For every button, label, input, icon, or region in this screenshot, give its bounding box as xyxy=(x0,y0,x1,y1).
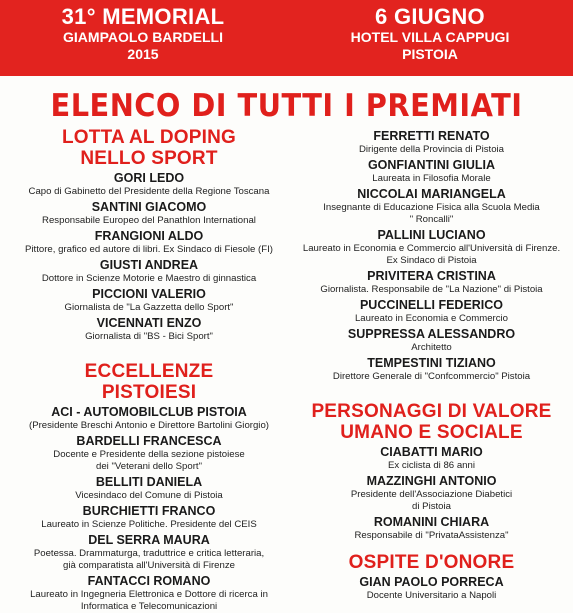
awardee-description: già comparatista all'Università di Firenze xyxy=(63,560,235,571)
award-entry xyxy=(4,504,294,531)
awardee-name: PUCCINELLI FEDERICO xyxy=(359,298,504,312)
section-title-ospite: OSPITE D'ONORE xyxy=(348,552,515,573)
award-entry xyxy=(292,474,571,513)
section-title-line: LOTTA AL DOPING xyxy=(62,127,236,148)
event-venue: HOTEL VILLA CAPPUGI xyxy=(350,29,510,45)
awardee-description: Pittore, grafico ed autore di libri. Ex Sindaco di Fiesole (FI) xyxy=(25,244,273,255)
awardee-description: Dottore in Scienze Motorie e Maestro di ginnastica xyxy=(41,273,257,284)
awardee-name: BARDELLI FRANCESCA xyxy=(76,434,222,448)
award-entry xyxy=(4,533,294,572)
header-left xyxy=(0,4,286,63)
awardee-description: Responsabile Europeo del Panathlon International xyxy=(42,215,256,226)
award-entry xyxy=(292,327,571,354)
award-entry xyxy=(4,258,294,285)
section-title-line: UMANO E SOCIALE xyxy=(340,422,523,443)
awardee-description: Vicesindaco del Comune di Pistoia xyxy=(75,490,223,501)
award-entry xyxy=(292,356,571,383)
awardee-name: PALLINI LUCIANO xyxy=(377,228,486,242)
award-entry xyxy=(292,158,571,185)
awardee-name: SUPPRESSA ALESSANDRO xyxy=(347,327,516,341)
award-list xyxy=(292,575,571,602)
awardee-name: CIABATTI MARIO xyxy=(380,445,483,459)
awardee-name: PICCIONI VALERIO xyxy=(92,287,206,301)
award-entry xyxy=(292,228,571,267)
awardee-description: Responsabile di "PrivataAssistenza" xyxy=(354,530,509,541)
awardee-description: Docente Universitario a Napoli xyxy=(366,590,497,601)
awardee-description: di Pistoia xyxy=(412,501,451,512)
awardee-name: GORI LEDO xyxy=(113,171,185,185)
award-entry xyxy=(4,574,294,613)
awardee-name: GIUSTI ANDREA xyxy=(99,258,199,272)
awardee-name: ACI - AUTOMOBILCLUB PISTOIA xyxy=(51,405,247,419)
memorial-title: 31° MEMORIAL xyxy=(61,4,225,29)
awardee-description: Poetessa. Drammaturga, traduttrice e critica letteraria, xyxy=(33,548,265,559)
awardee-description: Presidente dell'Associazione Diabetici xyxy=(350,489,513,500)
event-city: PISTOIA xyxy=(402,46,458,62)
awardee-description: Direttore Generale di "Confcommercio" Pistoia xyxy=(332,371,531,382)
awardee-name: VICENNATI ENZO xyxy=(96,316,202,330)
awardee-name: MAZZINGHI ANTONIO xyxy=(366,474,497,488)
awardee-description: Giornalista de "La Gazzetta dello Sport" xyxy=(64,302,234,313)
awardee-description: Insegnante di Educazione Fisica alla Scuola Media xyxy=(323,202,540,213)
award-entry xyxy=(4,405,294,432)
award-entry xyxy=(292,575,571,602)
awardee-description: Giornalista. Responsabile de "La Nazione" di Pistoia xyxy=(320,284,543,295)
awardee-name: GIAN PAOLO PORRECA xyxy=(359,575,504,589)
awardee-description: " Roncalli" xyxy=(409,214,454,225)
awardee-name: PRIVITERA CRISTINA xyxy=(367,269,496,283)
award-list xyxy=(4,171,294,343)
awardee-description: Laureata in Filosofia Morale xyxy=(372,173,491,184)
awardee-name: FERRETTI RENATO xyxy=(373,129,490,143)
memorial-name: GIAMPAOLO BARDELLI xyxy=(63,29,223,45)
award-list xyxy=(292,445,571,542)
section-title-personaggi xyxy=(292,401,571,443)
awardee-description: Giornalista di "BS - Bici Sport" xyxy=(85,331,213,342)
award-entry xyxy=(292,298,571,325)
awardee-description: (Presidente Breschi Antonio e Direttore Bartolini Giorgio) xyxy=(29,420,269,431)
awardee-name: DEL SERRA MAURA xyxy=(88,533,210,547)
award-entry xyxy=(4,316,294,343)
award-entry xyxy=(292,187,571,226)
award-entry xyxy=(4,434,294,473)
awardee-description: Laureato in Economia e Commercio all'Università di Firenze. xyxy=(302,243,561,254)
awardee-description: Dirigente della Provincia di Pistoia xyxy=(358,144,505,155)
awardee-name: NICCOLAI MARIANGELA xyxy=(357,187,506,201)
award-entry xyxy=(4,229,294,256)
awardee-name: TEMPESTINI TIZIANO xyxy=(367,356,496,370)
section-title-line: PISTOIESI xyxy=(101,382,197,403)
award-entry xyxy=(4,475,294,502)
awardee-description: Laureato in Economia e Commercio xyxy=(354,313,509,324)
awardee-name: GONFIANTINI GIULIA xyxy=(367,158,496,172)
award-list xyxy=(4,405,294,613)
award-entry xyxy=(292,129,571,156)
section-title-line: NELLO SPORT xyxy=(80,148,218,169)
awardee-description: Laureato in Ingegneria Elettronica e Dottore di ricerca in xyxy=(30,589,268,600)
awardee-name: BELLITI DANIELA xyxy=(95,475,203,489)
awardee-description: Architetto xyxy=(411,342,452,353)
section-title-line: ECCELLENZE xyxy=(84,361,214,382)
header-right xyxy=(287,4,573,63)
section-title-line: PERSONAGGI DI VALORE xyxy=(311,401,552,422)
awardee-name: FRANGIONI ALDO xyxy=(94,229,204,243)
awardee-name: BURCHIETTI FRANCO xyxy=(82,504,216,518)
memorial-year: 2015 xyxy=(127,46,159,62)
award-entry xyxy=(4,171,294,198)
header-banner xyxy=(0,0,573,76)
awardee-description: Docente e Presidente della sezione pistoiese xyxy=(53,449,245,460)
awardee-description: Ex Sindaco di Pistoia xyxy=(386,255,477,266)
section-title-eccellenze xyxy=(4,361,294,403)
award-list xyxy=(292,129,571,383)
awardee-description: dei "Veterani dello Sport" xyxy=(95,461,202,472)
page-title: ELENCO DI TUTTI I PREMIATI xyxy=(50,88,523,124)
award-entry xyxy=(292,445,571,472)
award-entry xyxy=(4,200,294,227)
award-entry xyxy=(292,269,571,296)
awardee-name: SANTINI GIACOMO xyxy=(91,200,207,214)
awardee-description: Informatica e Telecomunicazioni xyxy=(80,601,218,612)
awardee-description: Ex ciclista di 86 anni xyxy=(388,460,475,471)
event-date: 6 GIUGNO xyxy=(375,4,485,29)
awardee-description: Laureato in Scienze Politiche. Presidente del CEIS xyxy=(41,519,257,530)
award-entry xyxy=(292,515,571,542)
right-column xyxy=(292,127,571,602)
awardee-name: ROMANINI CHIARA xyxy=(373,515,490,529)
section-title-doping xyxy=(4,127,294,169)
awardee-description: Capo di Gabinetto del Presidente della Regione Toscana xyxy=(28,186,270,197)
awardee-name: FANTACCI ROMANO xyxy=(87,574,211,588)
award-entry xyxy=(4,287,294,314)
left-column xyxy=(4,127,294,613)
